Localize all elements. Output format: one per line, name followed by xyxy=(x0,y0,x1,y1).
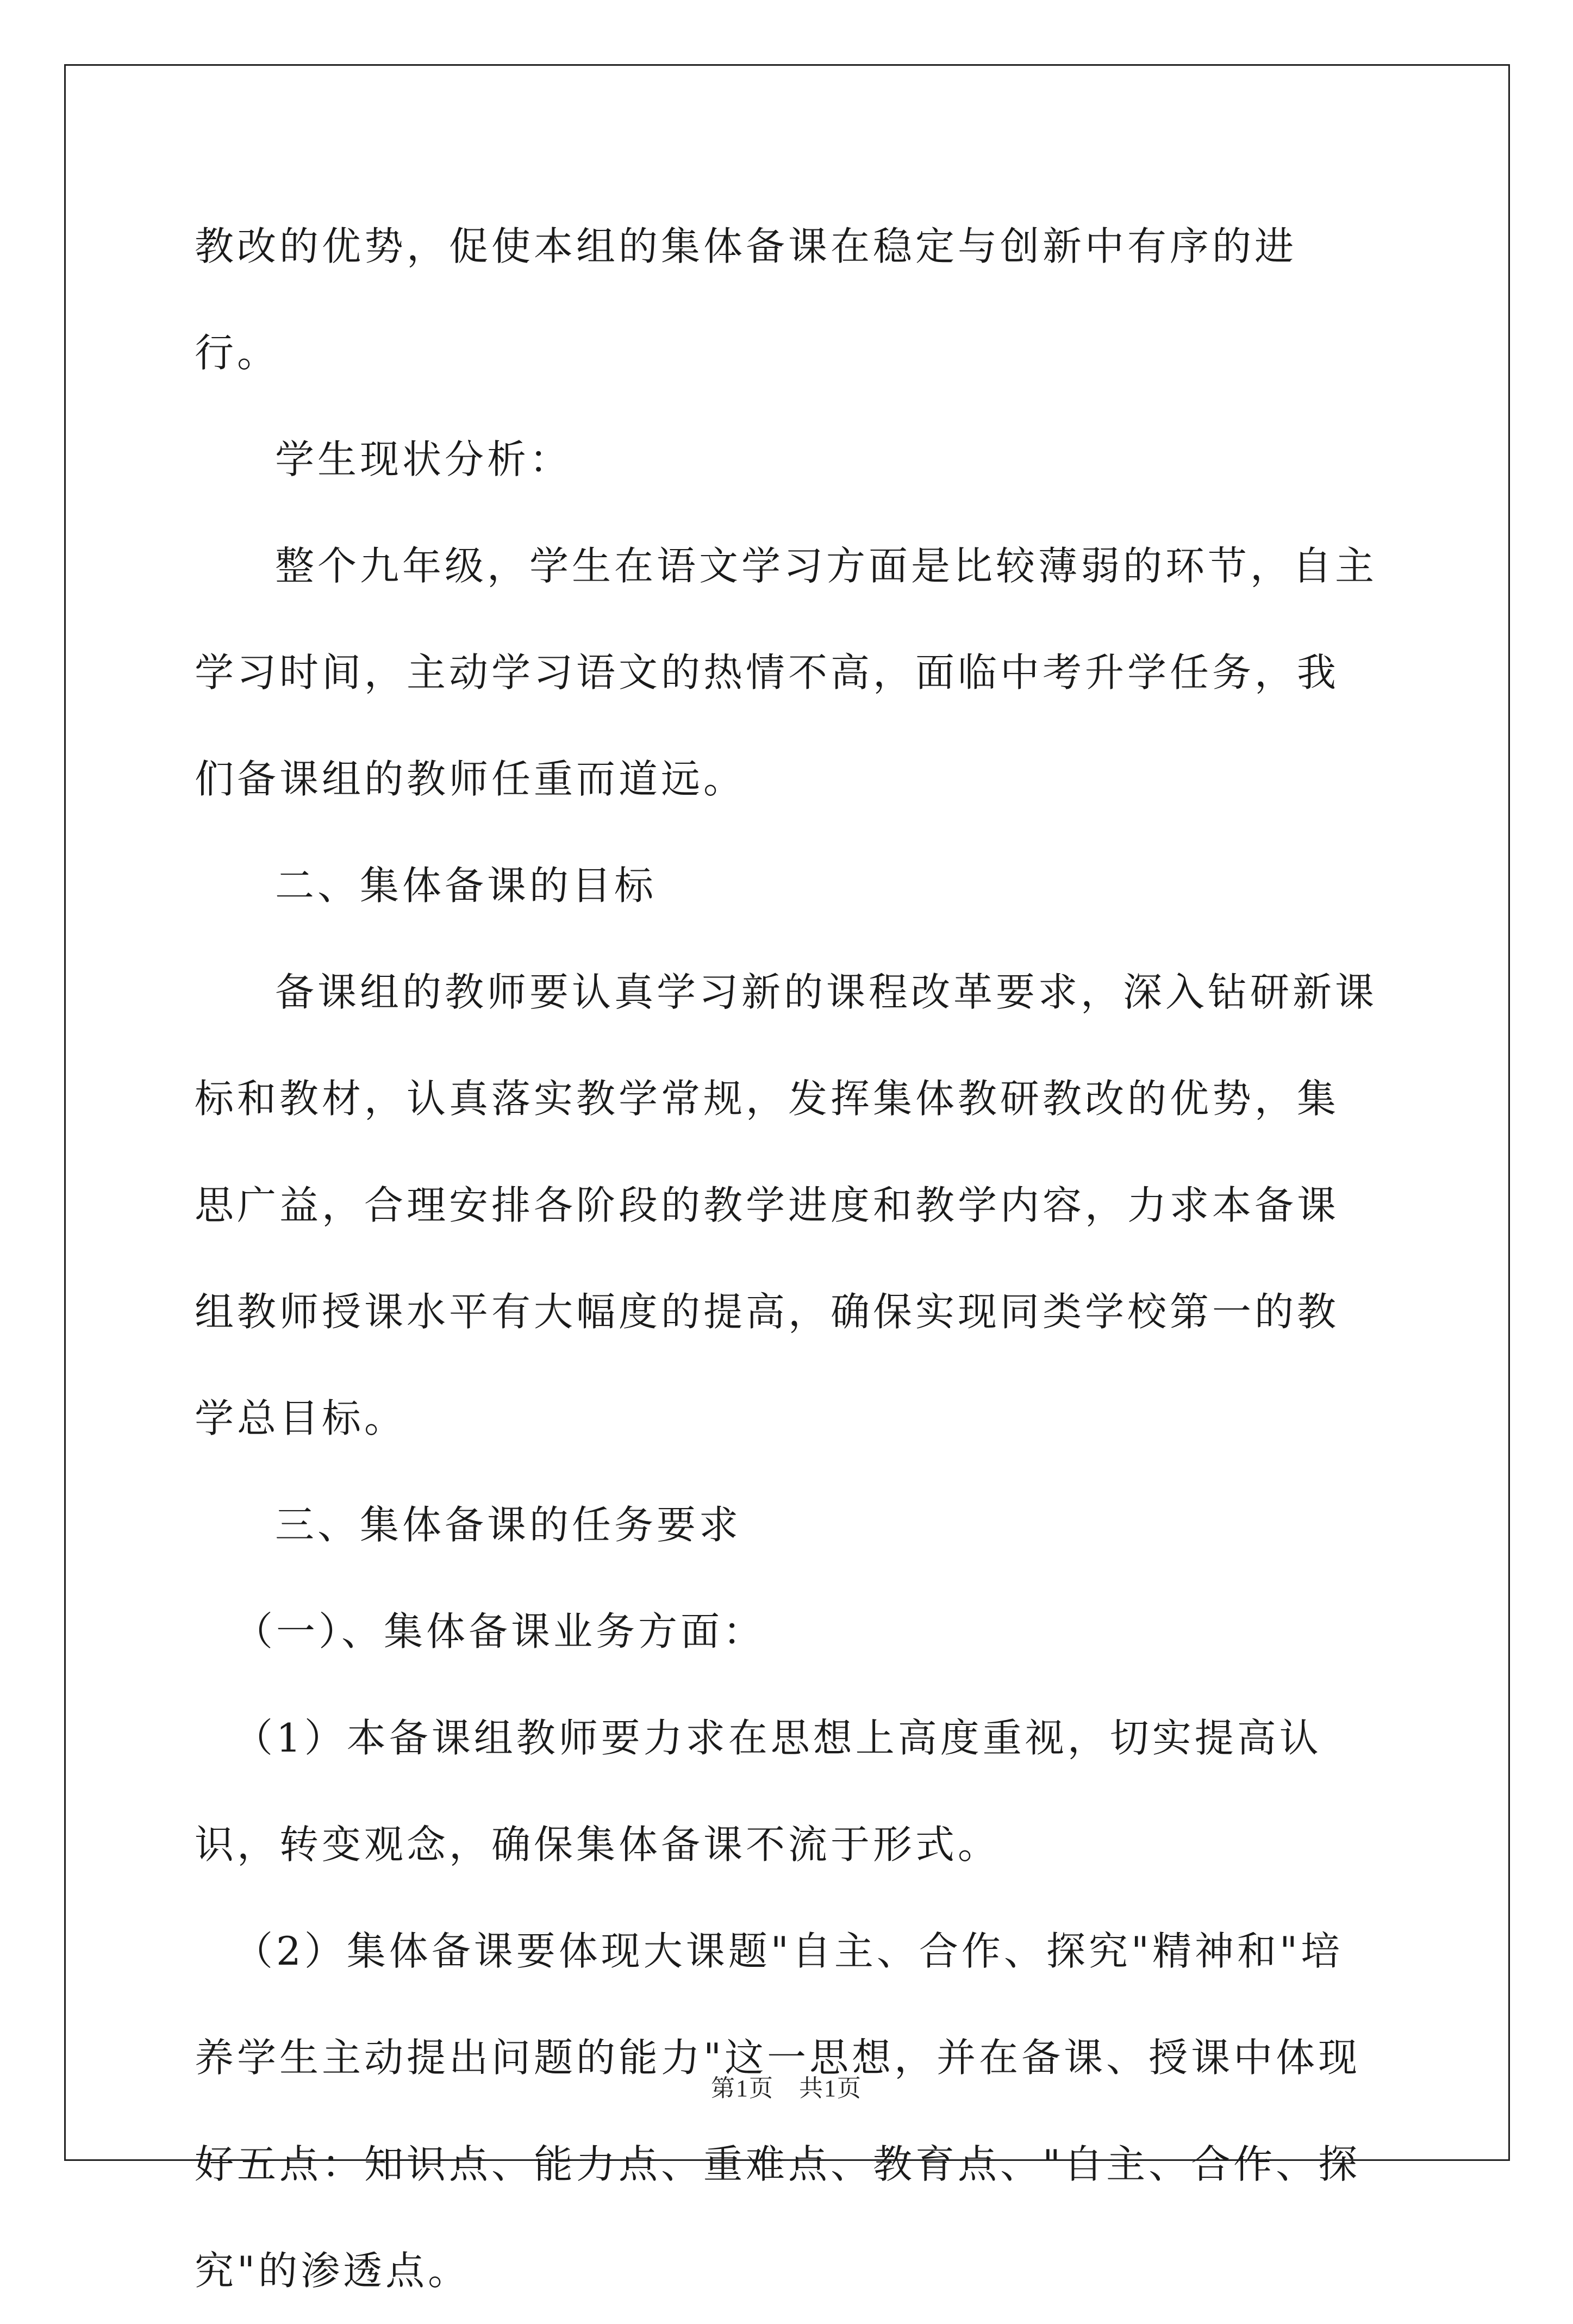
document-body xyxy=(195,193,1380,2324)
paragraph-2-heading: 学生现状分析： xyxy=(275,437,572,482)
subsection-heading-1: （一）、集体备课业务方面： xyxy=(234,1609,766,1654)
paragraph-3: 整个九年级，学生在语文学习方面是比较薄弱的环节，自主学习时间，主动学习语文的热情不高，面临中考升学任务，我们备课组的教师任重而道远。 xyxy=(195,543,1378,802)
paragraph-1: 教改的优势，促使本组的集体备课在稳定与创新中有序的进行。 xyxy=(195,223,1297,376)
list-item-2: （2）集体备课要体现大课题"自主、合作、探究"精神和"培养学生主动提出问题的能力"这一思想，并在备课、授课中体现好五点：知识点、能力点、重难点、教育点、"自主、合作、探究"的渗透点。 xyxy=(195,1928,1361,2294)
page-number-footer: 第1页 共1页 xyxy=(711,2075,862,2102)
paragraph-5: 备课组的教师要认真学习新的课程改革要求，深入钻研新课标和教材，认真落实教学常规，发挥集体教研教改的优势，集思广益，合理安排各阶段的教学进度和教学内容，力求本备课组教师授课水平有大幅度的提高，确保实现同类学校第一的教学总目标。 xyxy=(195,969,1378,1441)
list-item-1: （1）本备课组教师要力求在思想上高度重视，切实提高认识，转变观念，确保集体备课不流于形式。 xyxy=(195,1715,1322,1867)
section-heading-3: 三、集体备课的任务要求 xyxy=(275,1502,742,1548)
section-heading-2: 二、集体备课的目标 xyxy=(275,863,657,908)
